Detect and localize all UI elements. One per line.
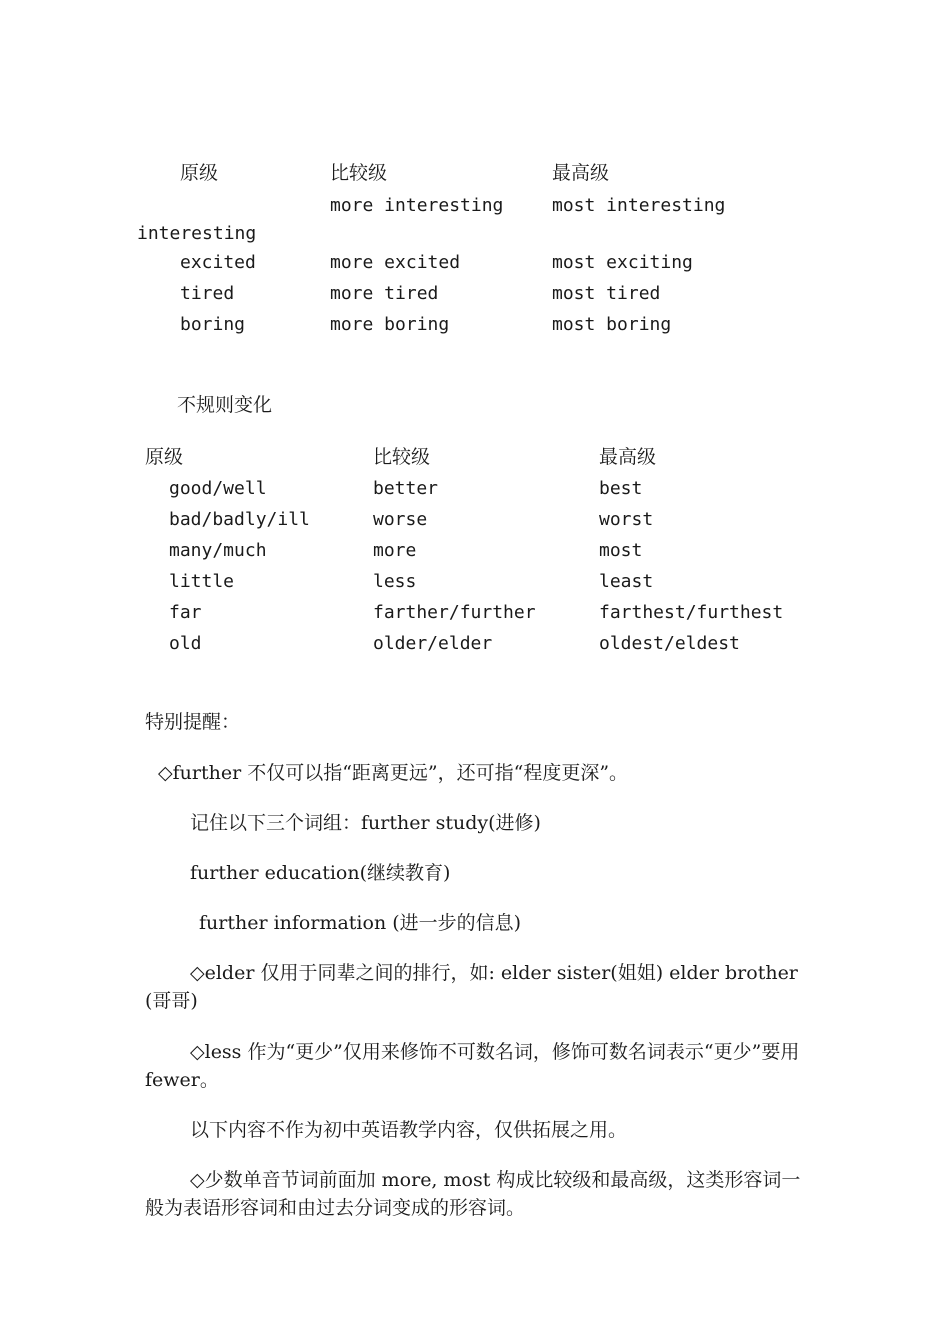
table1-cell: more excited (330, 252, 461, 273)
table1-header-positive: 原级 (180, 162, 219, 184)
note-paragraph: ◇further 不仅可以指“距离更远”，还可指“程度更深”。 (158, 762, 629, 784)
note-paragraph: further education(继续教育) (190, 862, 451, 884)
table2-cell: least (599, 571, 654, 592)
table2-cell: worst (599, 509, 654, 530)
table2-cell: better (373, 478, 439, 499)
table2-cell: older/elder (373, 633, 493, 654)
table2-cell: good/well (169, 478, 267, 499)
section-title: 不规则变化 (177, 394, 273, 416)
table2-cell: farthest/furthest (599, 602, 784, 623)
note-paragraph: 记住以下三个词组：further study(进修) (190, 812, 541, 834)
table2-cell: oldest/eldest (599, 633, 740, 654)
table2-cell: far (169, 602, 202, 623)
table2-cell: many/much (169, 540, 267, 561)
table2-header-superlative: 最高级 (599, 446, 657, 468)
note-paragraph: ◇elder 仅用于同辈之间的排行，如: elder sister(姐姐) elder brother (哥哥) (145, 962, 798, 1012)
table1-cell: more boring (330, 314, 450, 335)
table1-cell: most tired (552, 283, 661, 304)
table2-cell: most (599, 540, 643, 561)
table1-cell: tired (180, 283, 235, 304)
table1-cell: more tired (330, 283, 439, 304)
note-paragraph: 以下内容不作为初中英语教学内容，仅供拓展之用。 (190, 1119, 628, 1141)
table1-cell: more interesting (330, 195, 504, 216)
table2-cell: bad/badly/ill (169, 509, 310, 530)
table2-cell: less (373, 571, 417, 592)
table2-cell: farther/further (373, 602, 536, 623)
table2-cell: best (599, 478, 643, 499)
table2-cell: worse (373, 509, 428, 530)
table1-cell: most boring (552, 314, 672, 335)
note-paragraph: ◇少数单音节词前面加 more, most 构成比较级和最高级，这类形容词一般为表语形容词和由过去分词变成的形容词。 (145, 1169, 801, 1219)
note-paragraph: ◇less 作为“更少”仅用来修饰不可数名词，修饰可数名词表示“更少”要用 fewer。 (145, 1041, 800, 1091)
notes-heading: 特别提醒： (145, 711, 241, 733)
note-paragraph: further information (进一步的信息) (199, 912, 522, 934)
table1-cell: most interesting (552, 195, 726, 216)
table1-header-superlative: 最高级 (552, 162, 610, 184)
table1-cell: excited (180, 252, 256, 273)
table1-cell: boring (180, 314, 246, 335)
table1-cell: interesting (137, 223, 257, 244)
table2-cell: more (373, 540, 417, 561)
table2-header-comparative: 比较级 (373, 446, 431, 468)
table1-header-comparative: 比较级 (330, 162, 388, 184)
table1-cell: most exciting (552, 252, 693, 273)
table2-cell: old (169, 633, 202, 654)
table2-header-positive: 原级 (145, 446, 184, 468)
table2-cell: little (169, 571, 235, 592)
